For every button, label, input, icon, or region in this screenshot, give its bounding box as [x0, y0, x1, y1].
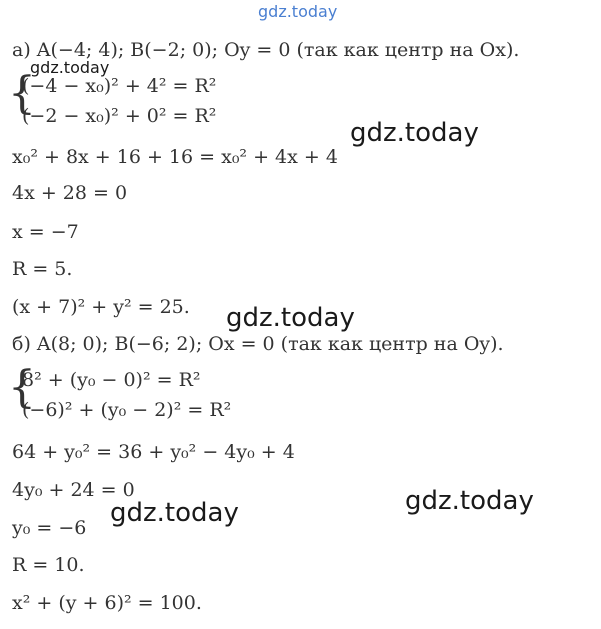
- solution-a-given: а) A(−4; 4); B(−2; 0); Oy = 0 (так как центр на Ox).: [12, 39, 520, 61]
- equation-a-expand: x₀² + 8x + 16 + 16 = x₀² + 4x + 4: [12, 146, 338, 168]
- watermark-small: gdz.today: [30, 58, 110, 77]
- equation-b-radius: R = 10.: [12, 554, 85, 576]
- equation-a-answer: (x + 7)² + y² = 25.: [12, 296, 190, 318]
- equation-a-radius: R = 5.: [12, 258, 73, 280]
- watermark-3: gdz.today: [405, 486, 534, 516]
- watermark-2: gdz.today: [226, 303, 355, 333]
- system-brace-a: {: [8, 68, 36, 119]
- equation-b-y: y₀ = −6: [12, 517, 87, 539]
- equation-b-linear: 4y₀ + 24 = 0: [12, 479, 135, 501]
- watermark-1: gdz.today: [350, 118, 479, 148]
- equation-b-answer: x² + (y + 6)² = 100.: [12, 592, 202, 614]
- watermark-top: gdz.today: [258, 2, 338, 21]
- system-brace-b: {: [8, 362, 36, 413]
- equation-a-linear: 4x + 28 = 0: [12, 182, 128, 204]
- system-a-eq2: (−2 − x₀)² + 0² = R²: [22, 105, 217, 127]
- watermark-4: gdz.today: [110, 498, 239, 528]
- equation-b-expand: 64 + y₀² = 36 + y₀² − 4y₀ + 4: [12, 441, 295, 463]
- solution-b-given: б) A(8; 0); B(−6; 2); Ox = 0 (так как центр на Oy).: [12, 333, 504, 355]
- system-b-eq1: 8² + (y₀ − 0)² = R²: [22, 369, 201, 391]
- equation-a-x: x = −7: [12, 221, 79, 243]
- system-a-eq1: (−4 − x₀)² + 4² = R²: [22, 75, 217, 97]
- system-b-eq2: (−6)² + (y₀ − 2)² = R²: [22, 399, 232, 421]
